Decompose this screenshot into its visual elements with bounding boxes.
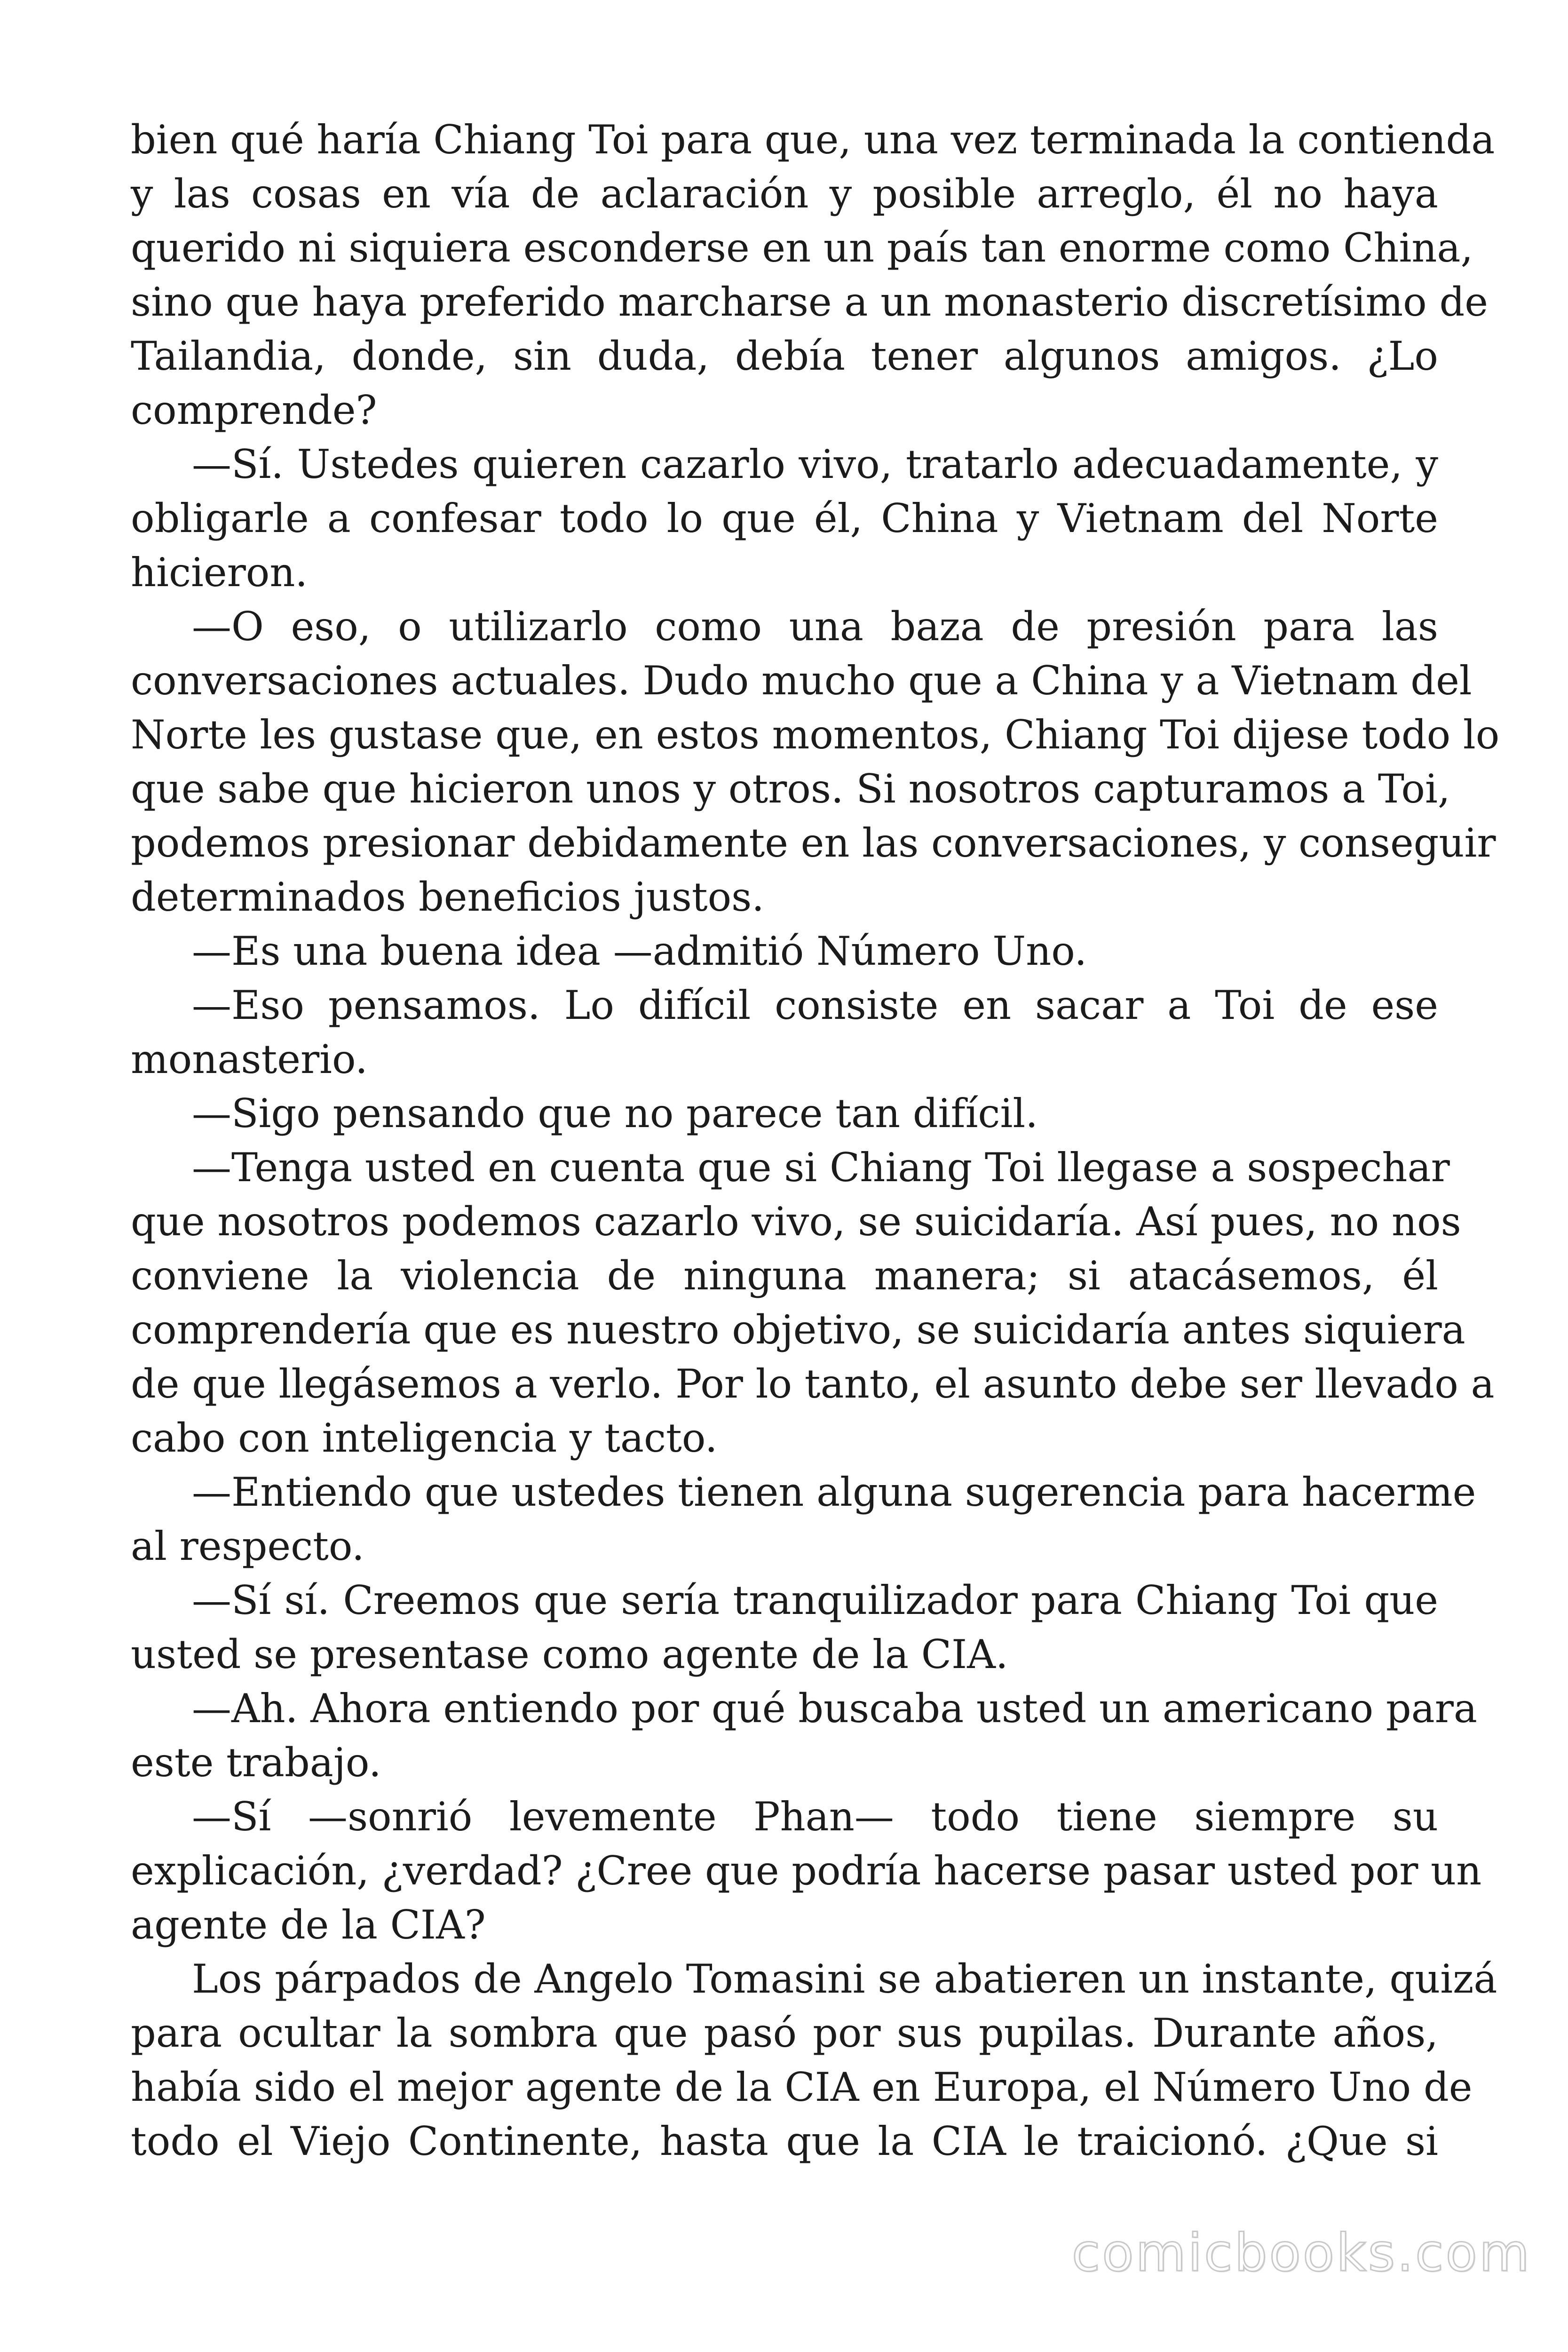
text-line: —Sí —sonrió levemente Phan— todo tiene siempre su	[192, 1794, 1438, 1840]
text-line: había sido el mejor agente de la CIA en Europa, el Número Uno de	[131, 2064, 1473, 2110]
text-line: y las cosas en vía de aclaración y posible arreglo, él no haya	[131, 171, 1438, 217]
text-line: determinados beneficios justos.	[131, 874, 764, 920]
text-line: de que llegásemos a verlo. Por lo tanto, el asunto debe ser llevado a	[131, 1361, 1495, 1407]
text-line: —Eso pensamos. Lo difícil consiste en sacar a Toi de ese	[192, 982, 1438, 1028]
text-line: —Sigo pensando que no parece tan difícil.	[192, 1090, 1038, 1136]
page-body	[131, 113, 1500, 2169]
text-line: cabo con inteligencia y tacto.	[131, 1415, 718, 1461]
text-line: —O eso, o utilizarlo como una baza de presión para las	[192, 604, 1438, 650]
text-line: —Entiendo que ustedes tienen alguna sugerencia para hacerme	[192, 1469, 1476, 1515]
text-line: Tailandia, donde, sin duda, debía tener algunos amigos. ¿Lo	[131, 333, 1438, 379]
text-line: podemos presionar debidamente en las conversaciones, y conseguir	[131, 820, 1496, 866]
text-line: sino que haya preferido marcharse a un monasterio discretísimo de	[131, 279, 1488, 325]
text-line: Norte les gustase que, en estos momentos, Chiang Toi dijese todo lo	[131, 712, 1500, 758]
text-line: Los párpados de Angelo Tomasini se abatieren un instante, quizá	[192, 1956, 1497, 2002]
text-line: —Sí sí. Creemos que sería tranquilizador para Chiang Toi que	[192, 1577, 1438, 1623]
text-line: para ocultar la sombra que pasó por sus pupilas. Durante años,	[131, 2010, 1438, 2056]
text-line: agente de la CIA?	[131, 1902, 486, 1948]
text-line: —Ah. Ahora entiendo por qué buscaba usted un americano para	[192, 1685, 1477, 1732]
text-line: hicieron.	[131, 549, 308, 596]
text-line: usted se presentase como agente de la CIA.	[131, 1631, 1008, 1677]
text-line: comprendería que es nuestro objetivo, se suicidaría antes siquiera	[131, 1307, 1465, 1353]
text-line: todo el Viejo Continente, hasta que la CIA le traicionó. ¿Que si	[131, 2118, 1438, 2164]
text-line: que sabe que hicieron unos y otros. Si nosotros capturamos a Toi,	[131, 766, 1450, 812]
text-line: —Tenga usted en cuenta que si Chiang Toi llegase a sospechar	[192, 1144, 1450, 1191]
watermark: comicbooks.com	[1071, 2223, 1531, 2283]
text-line: —Sí. Ustedes quieren cazarlo vivo, tratarlo adecuadamente, y	[192, 441, 1438, 487]
text-line: bien qué haría Chiang Toi para que, una vez terminada la contienda	[131, 117, 1495, 163]
text-line: conversaciones actuales. Dudo mucho que a China y a Vietnam del	[131, 658, 1472, 704]
text-line: querido ni siquiera esconderse en un país tan enorme como China,	[131, 225, 1473, 271]
text-line: al respecto.	[131, 1523, 364, 1569]
text-line: —Es una buena idea —admitió Número Uno.	[192, 928, 1087, 974]
text-line: monasterio.	[131, 1036, 368, 1082]
text-line: este trabajo.	[131, 1740, 381, 1786]
text-line: comprende?	[131, 387, 377, 433]
text-line: que nosotros podemos cazarlo vivo, se suicidaría. Así pues, no nos	[131, 1199, 1461, 1245]
text-line: conviene la violencia de ninguna manera; si atacásemos, él	[131, 1253, 1438, 1299]
text-line: explicación, ¿verdad? ¿Cree que podría hacerse pasar usted por un	[131, 1848, 1482, 1894]
text-line: obligarle a confesar todo lo que él, China y Vietnam del Norte	[131, 495, 1438, 541]
